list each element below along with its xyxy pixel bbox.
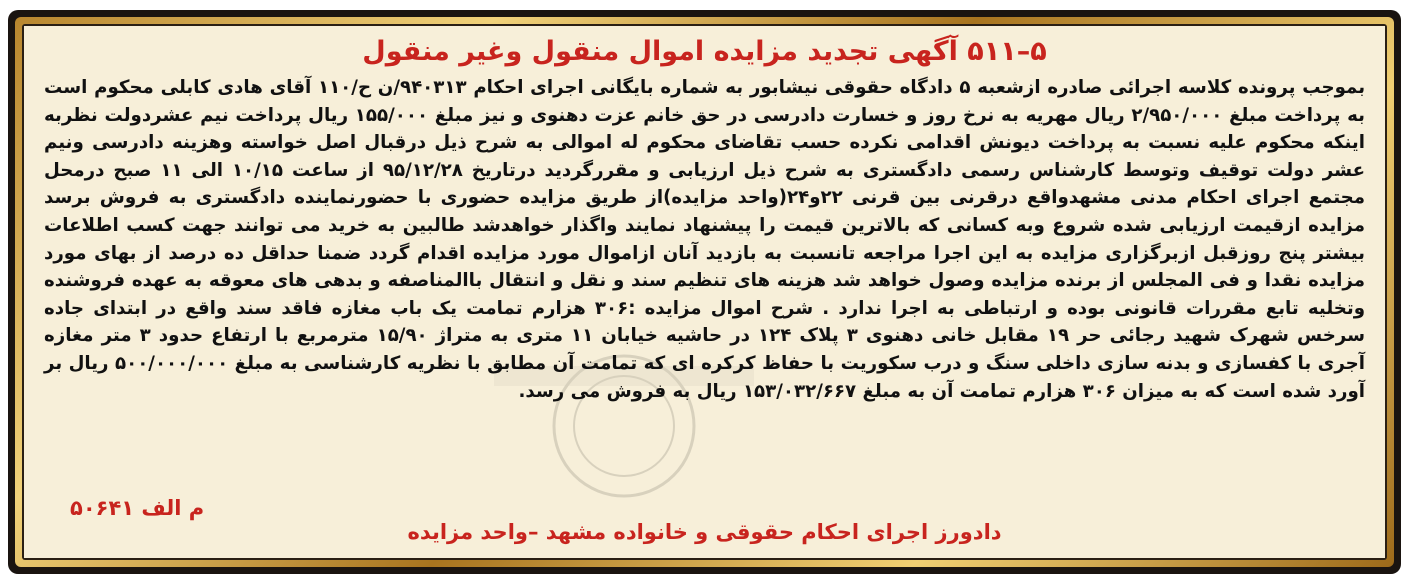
notice-code: م الف ۵۰۶۴۱	[70, 496, 205, 520]
notice-body: بموجب پرونده کلاسه اجرائی صادره ازشعبه ۵ دادگاه حقوقی نیشابور به شماره بایگانی اجرای احکام ۹۴۰۳۱۳/ن ح/۱۱۰ آقای هادی کابلی محکوم است به پرداخت مبلغ ۲/۹۵۰/۰۰۰ ریال مهریه به نرخ روز و خسارت دادرسی در حق خانم عزت دهنوی و نیز مبلغ ۱۵۵/۰۰۰ ریال پرداخت نیم عشردولت نظربه اینکه محکوم علیه نسبت به پرداخت دیونش اقدامی نکرده حسب تقاضای محکوم له اموالی به شرح ذیل درقبال اصل خواسته وهزینه دادرسی ونیم عشر دولت توقیف وتوسط کارشناس رسمی دادگستری به شرح ذیل ارزیابی و مقررگردید درتاریخ ۹۵/۱۲/۲۸ از ساعت ۱۰/۱۵ الی ۱۱ صبح درمحل مجتمع اجرای احکام مدنی مشهدواقع درقرنی بین قرنی ۲۲و۲۴(واحد مزایده)از طریق مزایده حضوری با حضورنماینده دادگستری به فروش برسد مزایده ازقیمت ارزیابی شده شروع وبه کسانی که بالاترین قیمت را پیشنهاد نمایند واگذار خواهدشد طالبین به خرید می توانند جهت کسب اطلاعات بیشتر پنج روزقبل ازبرگزاری مزایده به این اجرا مراجعه تانسبت به بازدید آنان ازاموال مورد مزایده اقدام گردد ضمنا حداقل ده درصد از بهای مورد مزایده نقدا و فی المجلس از برنده مزایده وصول خواهد شد هزینه های تنظیم سند و نقل و انتقال باالمناصفه و بدهی های معوقه به عهده فروشنده وتخلیه تابع مقررات قانونی بوده و ارتباطی به اجرا ندارد . شرح اموال مزایده :۳۰۶ هزارم تمامت یک باب مغازه فاقد سند واقع در ابتدای جاده سرخس شهرک شهید رجائی حر ۱۹ مقابل خانی دهنوی ۳ پلاک ۱۲۴ در حاشیه خیابان ۱۱ متری به متراژ ۱۵/۹۰ مترمربع با ارتفاع حدود ۳ متر مغازه آجری با کفسازی و بدنه سازی داخلی سنگ و درب سکوریت با حفاظ کرکره ای که تمامت آن مطابق با نظریه کارشناسی به مبلغ ۵۰۰/۰۰۰/۰۰۰ ریال بر آورد شده است که به میزان ۳۰۶ هزارم تمامت آن به مبلغ ۱۵۳/۰۳۲/۶۶۷ ریال به فروش می رسد.	[44, 77, 1366, 402]
notice-title: ۵–۵۱۱ آگهی تجدید مزایده اموال منقول وغیر منقول	[362, 36, 1047, 67]
notice-frame	[8, 10, 1401, 574]
gold-border	[15, 17, 1394, 567]
notice-footer	[24, 494, 1385, 558]
notice-paper	[24, 26, 1385, 558]
inner-border	[22, 24, 1387, 560]
notice-signature: دادورز اجرای احکام حقوقی و خانواده مشهد –واحد مزایده	[407, 520, 1002, 544]
